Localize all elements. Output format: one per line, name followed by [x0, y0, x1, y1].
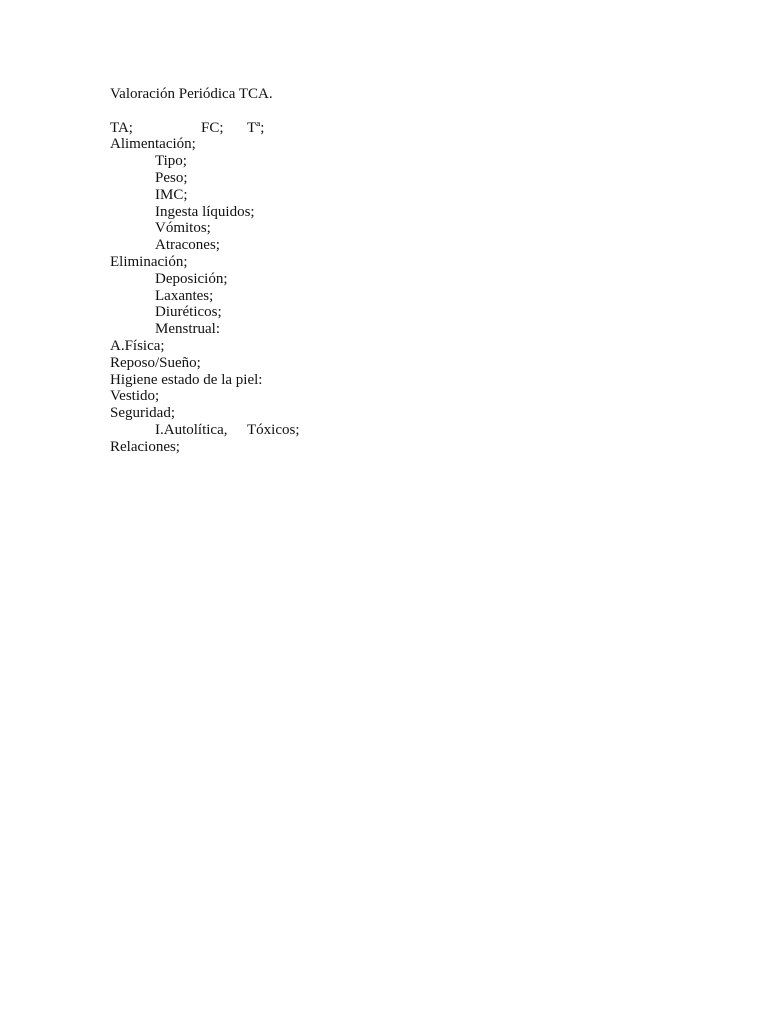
seguridad-label: Seguridad; — [110, 405, 175, 422]
alimentacion-item-atracones: Atracones; — [155, 237, 220, 254]
eliminacion-item-menstrual: Menstrual: — [155, 321, 220, 338]
document-body — [110, 86, 670, 456]
alimentacion-item-tipo: Tipo; — [155, 153, 187, 170]
eliminacion-label: Eliminación; — [110, 253, 188, 270]
ta-label: TA; — [110, 119, 133, 136]
eliminacion-item-deposicion: Deposición; — [155, 270, 228, 287]
toxicos-label: Tóxicos; — [247, 421, 300, 438]
afisica-label: A.Física; — [110, 337, 165, 354]
alimentacion-item-peso: Peso; — [155, 169, 188, 186]
autolitica-label: I.Autolítica, — [155, 421, 228, 438]
eliminacion-item-laxantes: Laxantes; — [155, 287, 214, 304]
blank-line — [110, 103, 670, 120]
reposo-sueno-label: Reposo/Sueño; — [110, 354, 201, 371]
alimentacion-label: Alimentación; — [110, 136, 196, 153]
alimentacion-item-vomitos: Vómitos; — [155, 220, 211, 237]
alimentacion-item-ingesta-liquidos: Ingesta líquidos; — [155, 203, 255, 220]
higiene-label: Higiene estado de la piel: — [110, 371, 263, 388]
fc-label: FC; — [201, 119, 224, 136]
temperature-label: Tª; — [247, 119, 265, 136]
eliminacion-item-diureticos: Diuréticos; — [155, 304, 222, 321]
seguridad-subitems-line — [110, 422, 670, 439]
vestido-label: Vestido; — [110, 388, 160, 405]
relaciones-label: Relaciones; — [110, 438, 180, 455]
document-title: Valoración Periódica TCA. — [110, 86, 273, 102]
alimentacion-item-imc: IMC; — [155, 186, 188, 203]
vitals-line — [110, 120, 670, 137]
